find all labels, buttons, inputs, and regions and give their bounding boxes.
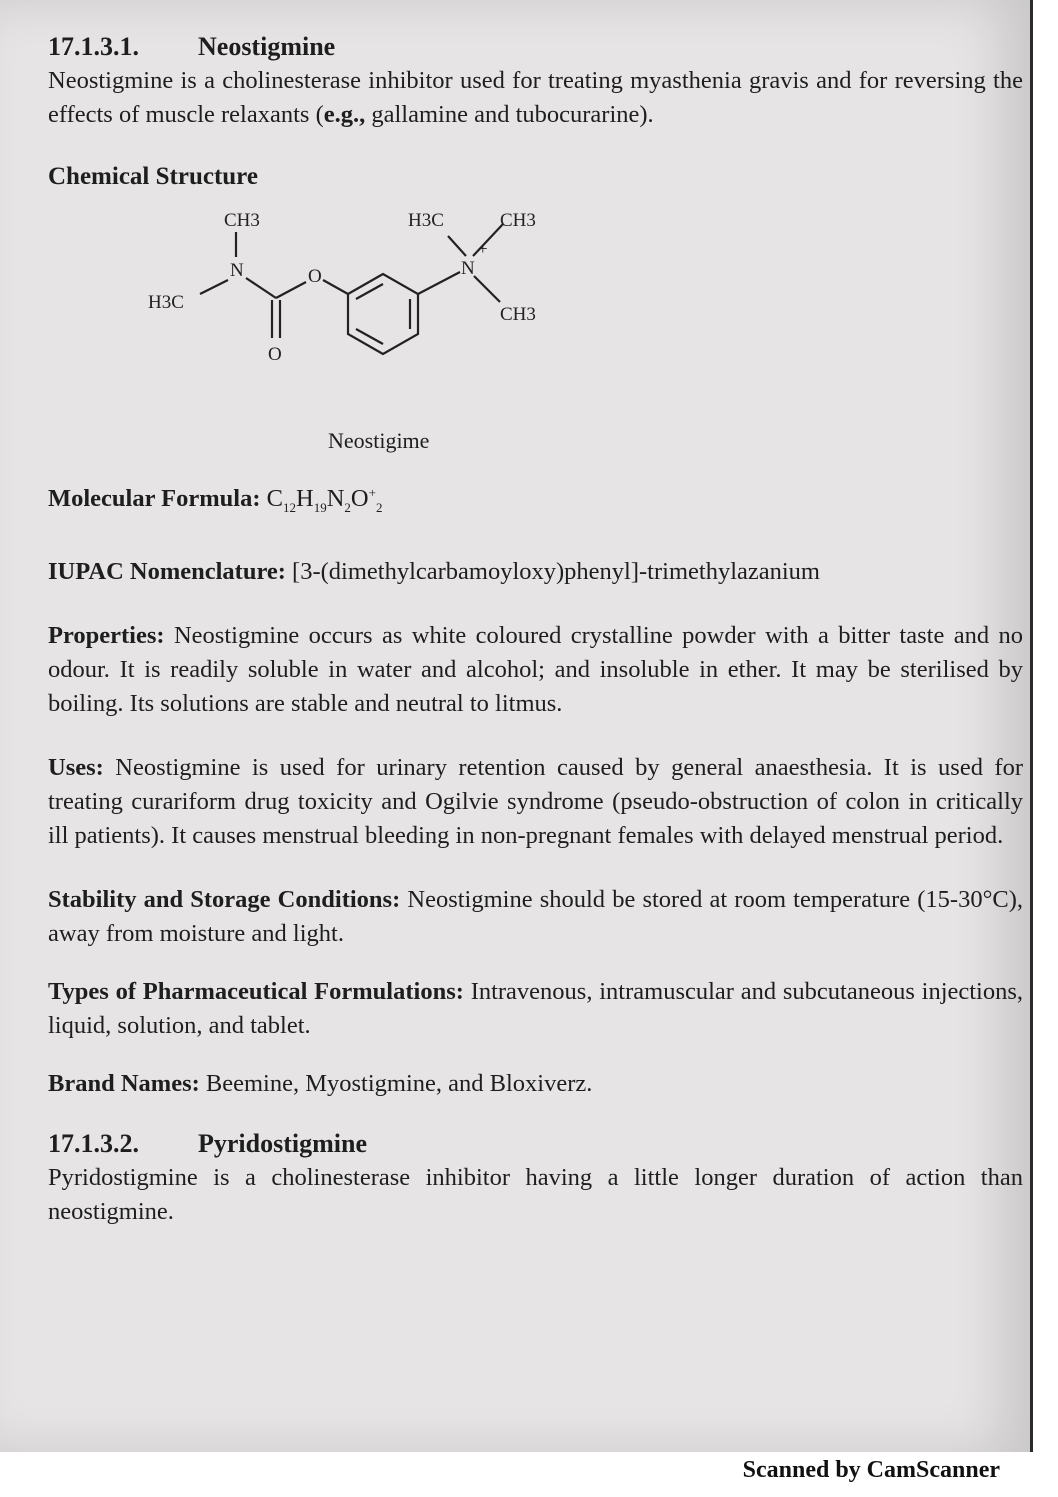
chemical-structure-figure	[48, 202, 1023, 452]
iupac-nomenclature	[48, 555, 1023, 589]
intro-text-end: gallamine and tubocurarine).	[365, 101, 654, 128]
benzene-ring	[348, 274, 418, 354]
intro-eg: e.g.,	[323, 101, 366, 128]
label-plus-charge: +	[478, 239, 488, 258]
uses-text: Neostigmine is used for urinary retention caused by general anaesthesia. It is used for treating curariform drug toxicity and Ogilvie syndrome (pseudo-obstruction of colon in critically ill patients). It causes menstrual bleeding in non-pregnant females with delayed menstrual period.	[48, 754, 1024, 850]
brand-names-paragraph	[48, 1067, 1023, 1101]
formulations-paragraph	[48, 975, 1023, 1043]
section-title-2: Pyridostigmine	[198, 1129, 367, 1159]
bond-o-ring	[323, 280, 348, 294]
bond-ring-n	[418, 272, 460, 294]
label-n-plus: N	[461, 258, 475, 279]
label-h3c-top: H3C	[408, 210, 444, 231]
section-title: Neostigmine	[198, 32, 336, 61]
structure-caption: Neostigime	[328, 428, 430, 453]
label-o-ester: O	[308, 266, 322, 287]
stability-text: Neostigmine should be stored at room temperature (15-30°C), away from moisture and light.	[48, 886, 1024, 948]
label-h3c-left: H3C	[148, 292, 184, 313]
intro-text: Neostigmine is a cholinesterase inhibitor used for treating myasthenia gravis and for reversing the effects of muscle relaxants (	[48, 67, 1023, 128]
properties-paragraph	[48, 619, 1023, 721]
uses-label: Uses:	[48, 754, 104, 782]
uses-paragraph	[48, 751, 1023, 853]
bond-c-o	[276, 282, 306, 298]
properties-text: Neostigmine occurs as white coloured crystalline powder with a bitter taste and no odour. It is readily soluble in water and alcohol; and insoluble in ether. It may be sterilised by boiling. Its solutions are stable and neutral to litmus.	[48, 622, 1024, 718]
brand-names-label: Brand Names:	[48, 1070, 200, 1098]
pyridostigmine-intro: Pyridostigmine is a cholinesterase inhibitor having a little longer duration of action than neostigmine.	[48, 1164, 1023, 1226]
properties-label: Properties:	[48, 622, 165, 650]
brand-names-text: Beemine, Myostigmine, and Bloxiverz.	[205, 1070, 593, 1098]
neostigmine-structure-diagram	[138, 202, 658, 432]
bond-n-ch3-bottom	[474, 276, 500, 302]
stability-label: Stability and Storage Conditions:	[48, 886, 401, 914]
formulations-text: Intravenous, intramuscular and subcutaneous injections, liquid, solution, and tablet.	[48, 978, 1024, 1040]
section-heading-pyridostigmine	[48, 1127, 1023, 1161]
molecular-formula	[48, 476, 1023, 525]
bond-n-h3c-top	[448, 236, 466, 256]
label-n-left: N	[230, 260, 244, 281]
section-heading-neostigmine	[48, 30, 1023, 64]
molecular-formula-label: Molecular Formula:	[48, 485, 261, 513]
neostigmine-intro	[48, 64, 1023, 132]
label-ch3-bottom-right: CH3	[500, 304, 536, 325]
page-content	[48, 30, 1023, 1229]
bond-n-h3c	[200, 280, 228, 294]
label-ch3-top-right: CH3	[500, 210, 536, 231]
stability-paragraph	[48, 883, 1023, 951]
section-number-2: 17.1.3.2.	[48, 1129, 139, 1159]
iupac-label: IUPAC Nomenclature:	[48, 558, 286, 586]
iupac-value: [3-(dimethylcarbamoyloxy)phenyl]-trimethylazanium	[292, 558, 820, 586]
bond-n-c	[246, 278, 276, 298]
molecular-formula-value: $C_{12}H_{19}N_2O^+_2$	[266, 485, 383, 516]
section-number: 17.1.3.1.	[48, 32, 139, 61]
label-ch3-top: CH3	[224, 210, 260, 231]
label-o-carbonyl: O	[268, 344, 282, 365]
formulations-label: Types of Pharmaceutical Formulations:	[48, 978, 464, 1006]
chemical-structure-heading: Chemical Structure	[48, 163, 258, 190]
scanner-watermark: Scanned by CamScanner	[742, 1457, 1000, 1483]
